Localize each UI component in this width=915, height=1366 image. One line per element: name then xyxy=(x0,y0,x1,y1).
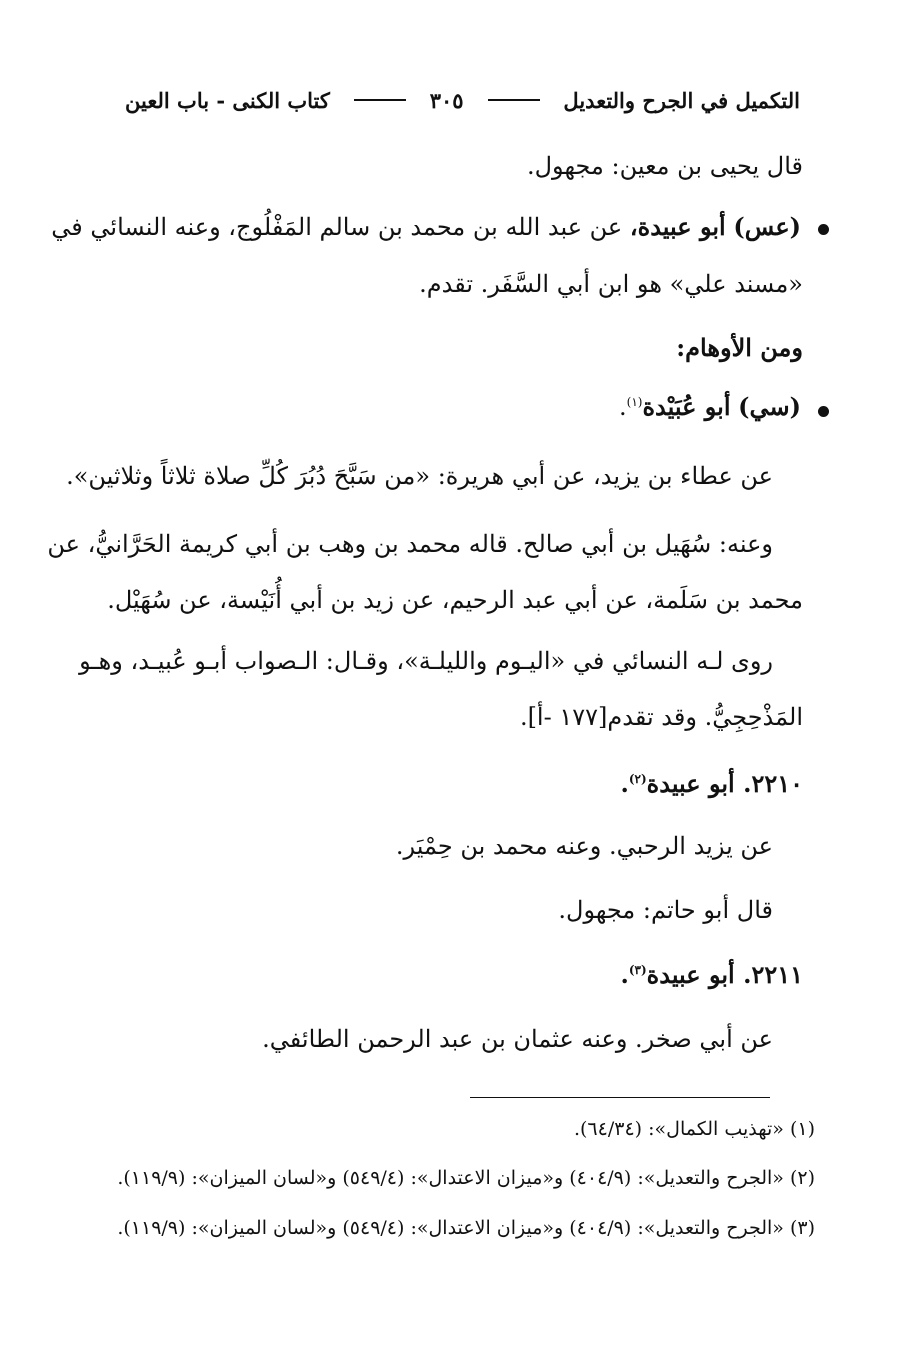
entry-number: ٢٢١٠. xyxy=(743,769,803,798)
footnote-marker: (٢) xyxy=(628,772,647,786)
header-book-title: التكميل في الجرح والتعديل xyxy=(563,87,800,113)
text-line: محمد بن سَلَمة، عن أبي عبد الرحيم، عن زيد بن أبي أُنَيْسة، عن سُهَيْل. xyxy=(107,586,803,614)
running-header xyxy=(125,80,800,120)
entry-end: . xyxy=(618,393,627,421)
header-divider-left xyxy=(354,99,406,101)
bullet-icon xyxy=(818,224,829,235)
entry-2211 xyxy=(620,961,803,990)
entry-name: أبو عبيدة xyxy=(646,960,735,989)
footnote-marker: (١) xyxy=(626,395,643,409)
text-line: عن عطاء بن يزيد، عن أبي هريرة: «من سَبَّحَ دُبُرَ كُلِّ صلاة ثلاثاً وثلاثين». xyxy=(66,462,773,490)
footnote-3: (٣) «الجرح والتعديل»: (٤٠٤/٩) و«ميزان الاعتدال»: (٥٤٩/٤) و«لسان الميزان»: (١١٩/٩). xyxy=(117,1217,815,1239)
text-line: قال يحيى بن معين: مجهول. xyxy=(526,152,803,180)
entry-number: ٢٢١١. xyxy=(743,960,803,989)
footnote-marker: (٣) xyxy=(628,963,647,977)
footnote-2: (٢) «الجرح والتعديل»: (٤٠٤/٩) و«ميزان الاعتدال»: (٥٤٩/٤) و«لسان الميزان»: (١١٩/٩). xyxy=(117,1167,815,1189)
text-line: المَذْحِجِيُّ. وقد تقدم[١٧٧ -أ]. xyxy=(519,703,803,731)
text-line: «مسند علي» هو ابن أبي السَّفَر. تقدم. xyxy=(419,270,803,298)
section-heading: ومن الأوهام: xyxy=(676,333,803,362)
text-line: عن أبي صخر. وعنه عثمان بن عبد الرحمن الطائفي. xyxy=(262,1025,773,1053)
entry-end: . xyxy=(620,769,629,798)
footnote-1: (١) «تهذيب الكمال»: (٦٤/٣٤). xyxy=(573,1118,815,1140)
entry-2210 xyxy=(620,770,803,799)
text-line: روى لـه النسائي في «اليـوم والليلـة»، وقـال: الـصواب أبـو عُبيـد، وهـو xyxy=(79,647,773,675)
entry-name: أبو عبيدة، xyxy=(629,212,726,241)
entry-sigla: (عس) xyxy=(733,212,801,241)
text-line: وعنه: سُهَيل بن أبي صالح. قاله محمد بن وهب بن أبي كريمة الحَرَّانيُّ، عن xyxy=(47,530,773,558)
entry-sigla: (سي) xyxy=(738,392,801,421)
entry-name: أبو عبيدة xyxy=(646,769,735,798)
text-line: قال أبو حاتم: مجهول. xyxy=(558,896,773,924)
footnote-divider xyxy=(470,1097,770,1098)
header-divider-right xyxy=(488,99,540,101)
entry-end: . xyxy=(620,960,629,989)
bullet-icon xyxy=(818,406,829,417)
header-section-title: كتاب الكنى - باب العين xyxy=(125,87,330,113)
entry-name: أبو عُبَيْدة xyxy=(642,392,731,421)
entry-abu-ubayda-sin-ya xyxy=(619,393,801,422)
header-page-number: ٣٠٥ xyxy=(429,87,464,113)
text-line: عن يزيد الرحبي. وعنه محمد بن حِمْيَر. xyxy=(395,832,773,860)
entry-text: عن عبد الله بن محمد بن سالم المَفْلُوج، وعنه النسائي في xyxy=(51,213,623,241)
entry-abu-ubayda-ayn-sin xyxy=(51,212,801,242)
